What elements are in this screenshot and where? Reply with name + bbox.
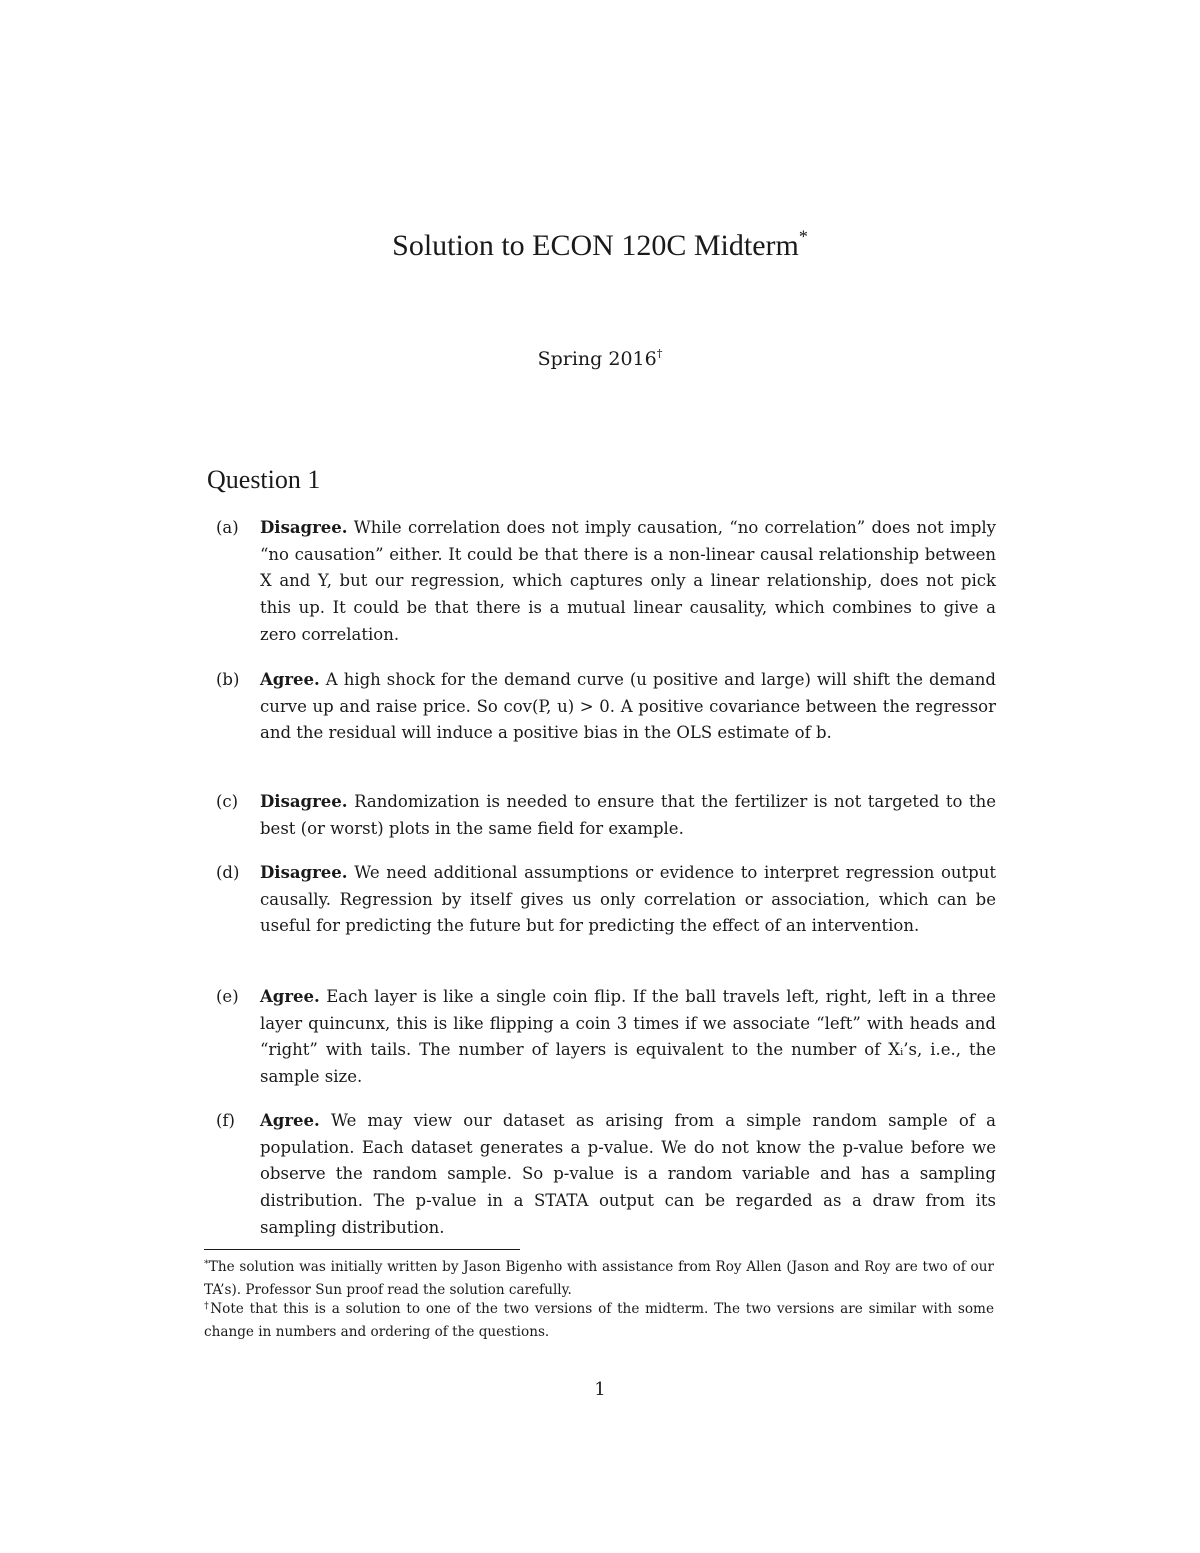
answer-verdict: Agree. xyxy=(260,1111,320,1130)
answer-item-e xyxy=(216,984,996,1091)
answer-label: (f) xyxy=(216,1111,235,1130)
document-title xyxy=(0,226,1200,266)
answer-verdict: Disagree. xyxy=(260,792,348,811)
title-footnote-mark: * xyxy=(798,226,808,247)
answer-label: (d) xyxy=(216,863,240,882)
footnote-text: Note that this is a solution to one of the two versions of the midterm. The two versions are similar with some change in numbers and ordering of the questions. xyxy=(204,1301,994,1340)
footnote-mark: † xyxy=(204,1300,211,1312)
answer-label: (e) xyxy=(216,987,239,1006)
date-footnote-mark: † xyxy=(656,346,663,361)
document-title-text: Solution to ECON 120C Midterm xyxy=(392,229,799,262)
answer-verdict: Disagree. xyxy=(260,518,348,537)
answer-item-d xyxy=(216,860,996,940)
answer-body xyxy=(260,667,996,747)
answer-text: We may view our dataset as arising from a simple random sample of a population. Each dataset generates a p-value. We do not know the p-value before we observe the random sample. So p-value is a random variable and has a sampling distribution. The p-value in a STATA output can be regarded as a draw from its sampling distribution. xyxy=(260,1111,996,1237)
answer-text: A high shock for the demand curve (u positive and large) will shift the demand curve up and raise price. So cov(P, u) > 0. A positive covariance between the regressor and the residual will induce a positive bias in the OLS estimate of b. xyxy=(260,670,996,743)
footnote-text: The solution was initially written by Jason Bigenho with assistance from Roy Allen (Jason and Roy are two of our TA’s). Professor Sun proof read the solution carefully. xyxy=(204,1259,994,1298)
answer-text: While correlation does not imply causation, “no correlation” does not imply “no causation” either. It could be that there is a non-linear causal relationship between X and Y, but our regression, which captures only a linear relationship, does not pick this up. It could be that there is a mutual linear causality, which combines to give a zero correlation. xyxy=(260,518,997,644)
page-number: 1 xyxy=(594,1379,606,1400)
document-date-text: Spring 2016 xyxy=(537,348,657,370)
answer-text: Randomization is needed to ensure that the fertilizer is not targeted to the best (or worst) plots in the same field for example. xyxy=(260,792,996,838)
document-date xyxy=(0,346,1200,372)
answer-label: (a) xyxy=(216,518,239,537)
answer-item-f xyxy=(216,1108,996,1242)
answer-text: Each layer is like a single coin flip. If the ball travels left, right, left in a three layer quincunx, this is like flipping a coin 3 times if we associate “left” with heads and “right” with tails. The number of layers is equivalent to the number of Xᵢ’s, i.e., the sample size. xyxy=(260,987,996,1087)
answer-item-b xyxy=(216,667,996,747)
answer-item-c xyxy=(216,789,996,842)
answer-verdict: Agree. xyxy=(260,987,320,1006)
answer-label: (b) xyxy=(216,670,240,689)
answer-body xyxy=(260,984,996,1091)
answer-verdict: Agree. xyxy=(260,670,320,689)
footnote-divider xyxy=(204,1249,520,1250)
footnote-mark: * xyxy=(204,1258,209,1270)
answer-verdict: Disagree. xyxy=(260,863,348,882)
answer-body xyxy=(260,860,996,940)
footnote-2 xyxy=(204,1298,994,1343)
footnote-1 xyxy=(204,1256,994,1301)
answer-body xyxy=(260,515,996,649)
answer-item-a xyxy=(216,515,996,649)
answer-body xyxy=(260,1108,996,1242)
answer-body xyxy=(260,789,996,842)
answer-label: (c) xyxy=(216,792,239,811)
answer-text: We need additional assumptions or evidence to interpret regression output causally. Regression by itself gives us only correlation or association, which can be useful for predicting the future but for predicting the effect of an intervention. xyxy=(260,863,996,936)
section-heading: Question 1 xyxy=(207,465,321,494)
